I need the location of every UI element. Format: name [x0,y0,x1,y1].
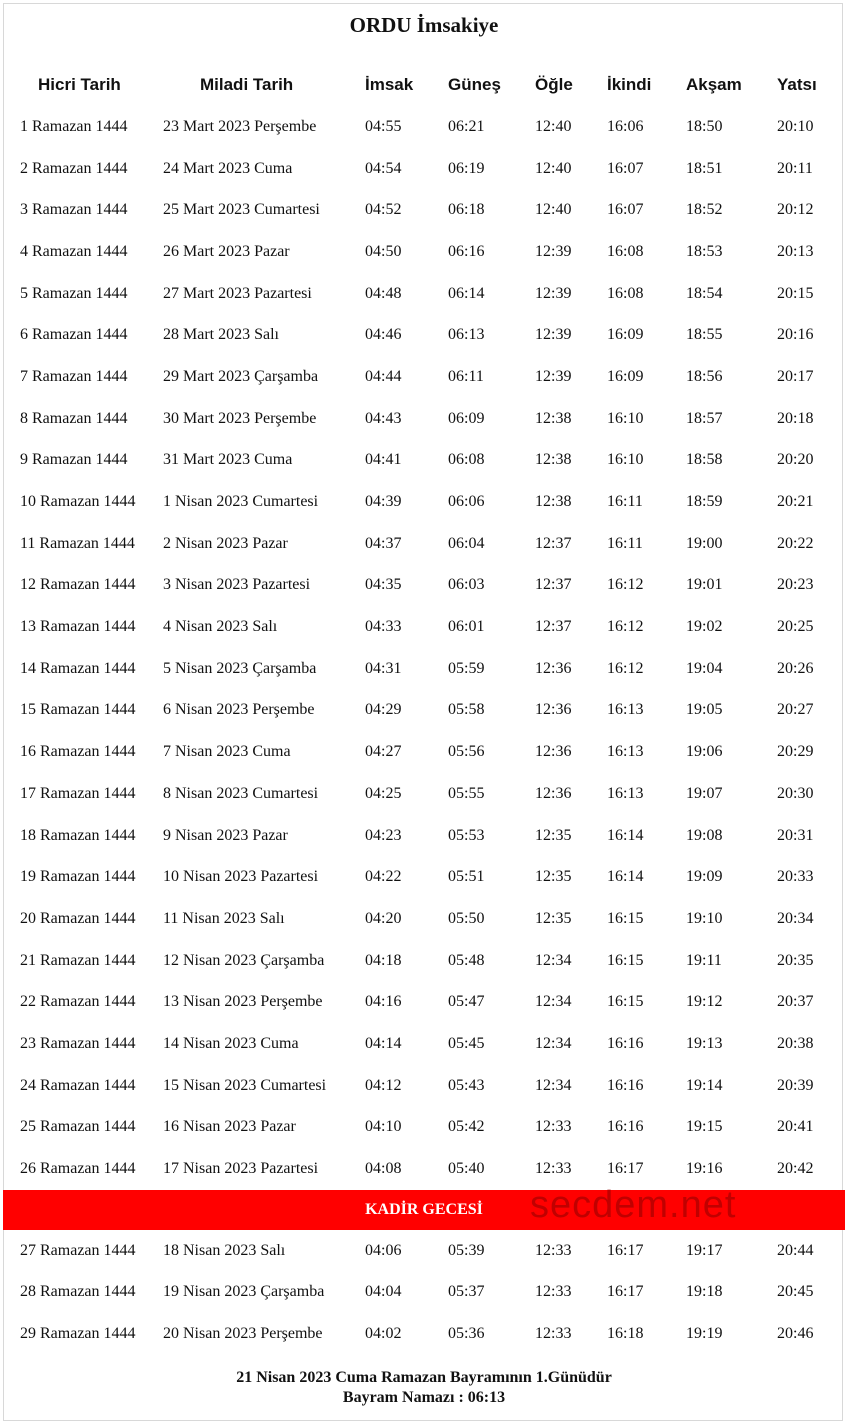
cell-ikindi: 16:13 [607,784,644,802]
cell-yatsi: 20:38 [777,1034,814,1052]
table-row [3,148,845,190]
cell-ogle: 12:34 [535,1034,572,1052]
cell-ogle: 12:34 [535,1076,572,1094]
table-row [3,648,845,690]
cell-ogle: 12:35 [535,868,572,886]
cell-miladi-tarih: 3 Nisan 2023 Pazartesi [163,576,311,594]
cell-hicri-tarih: 6 Ramazan 1444 [20,326,128,344]
cell-yatsi: 20:31 [777,826,814,844]
cell-imsak: 04:08 [365,1160,402,1178]
cell-imsak: 04:06 [365,1241,402,1259]
cell-ogle: 12:35 [535,909,572,927]
cell-ogle: 12:33 [535,1283,572,1301]
cell-ogle: 12:39 [535,242,572,260]
cell-miladi-tarih: 4 Nisan 2023 Salı [163,618,278,636]
cell-hicri-tarih: 12 Ramazan 1444 [20,576,136,594]
cell-gunes: 05:55 [448,784,485,802]
cell-ikindi: 16:16 [607,1076,644,1094]
cell-ikindi: 16:10 [607,409,644,427]
cell-yatsi: 20:17 [777,367,814,385]
cell-ogle: 12:38 [535,451,572,469]
header-hicri-tarih: Hicri Tarih [38,75,121,94]
cell-gunes: 06:21 [448,117,485,135]
cell-aksam: 18:55 [686,326,723,344]
table-row [3,690,845,732]
cell-ikindi: 16:17 [607,1160,644,1178]
cell-yatsi: 20:18 [777,409,814,427]
table-row [3,565,845,607]
cell-ikindi: 16:16 [607,1034,644,1052]
cell-miladi-tarih: 28 Mart 2023 Salı [163,326,279,344]
cell-gunes: 05:47 [448,993,485,1011]
cell-yatsi: 20:26 [777,659,814,677]
page-title: ORDU İmsakiye [349,13,499,37]
cell-imsak: 04:25 [365,784,402,802]
cell-yatsi: 20:13 [777,242,814,260]
cell-ogle: 12:34 [535,993,572,1011]
cell-gunes: 06:04 [448,534,485,552]
table-row [3,1065,845,1107]
table-row [3,1230,845,1272]
cell-yatsi: 20:42 [777,1160,814,1178]
cell-yatsi: 20:20 [777,451,814,469]
table-row [3,1313,845,1355]
cell-imsak: 04:54 [365,159,402,177]
cell-yatsi: 20:12 [777,201,814,219]
cell-ikindi: 16:11 [607,534,643,552]
cell-aksam: 19:02 [686,618,723,636]
cell-aksam: 19:07 [686,784,723,802]
cell-yatsi: 20:16 [777,326,814,344]
cell-hicri-tarih: 19 Ramazan 1444 [20,868,136,886]
cell-miladi-tarih: 31 Mart 2023 Cuma [163,451,293,469]
cell-gunes: 06:03 [448,576,485,594]
cell-yatsi: 20:30 [777,784,814,802]
cell-miladi-tarih: 13 Nisan 2023 Perşembe [163,993,323,1011]
footer-line-bayram: 21 Nisan 2023 Cuma Ramazan Bayramının 1.Günüdür [236,1369,612,1386]
cell-miladi-tarih: 9 Nisan 2023 Pazar [163,826,288,844]
cell-gunes: 06:08 [448,451,485,469]
cell-ogle: 12:33 [535,1241,572,1259]
cell-ikindi: 16:15 [607,993,644,1011]
cell-aksam: 19:12 [686,993,723,1011]
table-row [3,189,845,231]
cell-hicri-tarih: 24 Ramazan 1444 [20,1076,136,1094]
kadir-gecesi-banner: KADİR GECESİ [3,1190,845,1230]
cell-yatsi: 20:34 [777,909,814,927]
table-row [3,356,845,398]
cell-ogle: 12:36 [535,701,572,719]
cell-yatsi: 20:25 [777,618,814,636]
cell-hicri-tarih: 22 Ramazan 1444 [20,993,136,1011]
cell-yatsi: 20:45 [777,1283,814,1301]
cell-imsak: 04:52 [365,201,402,219]
cell-hicri-tarih: 13 Ramazan 1444 [20,618,136,636]
cell-imsak: 04:16 [365,993,402,1011]
cell-miladi-tarih: 1 Nisan 2023 Cumartesi [163,493,319,511]
header-gunes: Güneş [448,75,501,94]
table-row [3,440,845,482]
cell-ikindi: 16:15 [607,951,644,969]
cell-hicri-tarih: 14 Ramazan 1444 [20,659,136,677]
cell-hicri-tarih: 25 Ramazan 1444 [20,1118,136,1136]
cell-imsak: 04:20 [365,909,402,927]
cell-hicri-tarih: 23 Ramazan 1444 [20,1034,136,1052]
cell-gunes: 05:42 [448,1118,485,1136]
cell-ikindi: 16:12 [607,659,644,677]
cell-aksam: 18:50 [686,117,723,135]
cell-gunes: 05:37 [448,1283,485,1301]
cell-aksam: 18:57 [686,409,723,427]
cell-gunes: 05:53 [448,826,485,844]
cell-ikindi: 16:09 [607,367,644,385]
cell-ogle: 12:35 [535,826,572,844]
cell-imsak: 04:37 [365,534,402,552]
cell-ogle: 12:37 [535,534,572,552]
cell-ogle: 12:39 [535,367,572,385]
cell-gunes: 05:36 [448,1325,485,1343]
cell-miladi-tarih: 19 Nisan 2023 Çarşamba [163,1283,325,1301]
cell-imsak: 04:43 [365,409,402,427]
cell-imsak: 04:46 [365,326,402,344]
footer-note [0,1368,848,1408]
cell-gunes: 05:58 [448,701,485,719]
cell-aksam: 19:16 [686,1160,723,1178]
cell-ogle: 12:40 [535,201,572,219]
cell-ogle: 12:36 [535,659,572,677]
cell-ogle: 12:36 [535,743,572,761]
table-row [3,1023,845,1065]
cell-imsak: 04:50 [365,242,402,260]
cell-yatsi: 20:39 [777,1076,814,1094]
cell-gunes: 06:16 [448,242,485,260]
cell-ogle: 12:33 [535,1325,572,1343]
cell-aksam: 19:04 [686,659,723,677]
cell-yatsi: 20:11 [777,159,813,177]
table-row [3,481,845,523]
cell-yatsi: 20:46 [777,1325,814,1343]
cell-miladi-tarih: 27 Mart 2023 Pazartesi [163,284,312,302]
cell-gunes: 05:39 [448,1241,485,1259]
header-miladi-tarih: Miladi Tarih [200,75,294,94]
cell-aksam: 18:54 [686,284,723,302]
cell-hicri-tarih: 4 Ramazan 1444 [20,242,128,260]
cell-miladi-tarih: 30 Mart 2023 Perşembe [163,409,317,427]
cell-imsak: 04:39 [365,493,402,511]
cell-imsak: 04:31 [365,659,402,677]
cell-yatsi: 20:35 [777,951,814,969]
cell-ogle: 12:33 [535,1160,572,1178]
cell-ikindi: 16:13 [607,701,644,719]
cell-imsak: 04:29 [365,701,402,719]
cell-yatsi: 20:23 [777,576,814,594]
table-row [3,1272,845,1314]
cell-miladi-tarih: 11 Nisan 2023 Salı [163,909,285,927]
cell-aksam: 19:10 [686,909,723,927]
cell-aksam: 18:56 [686,367,723,385]
cell-yatsi: 20:44 [777,1241,814,1259]
cell-gunes: 05:45 [448,1034,485,1052]
cell-ogle: 12:36 [535,784,572,802]
imsakiye-table [3,64,845,1355]
table-row [3,856,845,898]
cell-miladi-tarih: 24 Mart 2023 Cuma [163,159,293,177]
cell-imsak: 04:02 [365,1325,402,1343]
cell-aksam: 19:13 [686,1034,723,1052]
cell-gunes: 06:18 [448,201,485,219]
cell-aksam: 19:05 [686,701,723,719]
cell-aksam: 19:00 [686,534,723,552]
cell-miladi-tarih: 20 Nisan 2023 Perşembe [163,1325,323,1343]
cell-hicri-tarih: 11 Ramazan 1444 [20,534,135,552]
cell-ikindi: 16:18 [607,1325,644,1343]
header-ogle: Öğle [535,75,573,94]
cell-hicri-tarih: 3 Ramazan 1444 [20,201,128,219]
cell-miladi-tarih: 18 Nisan 2023 Salı [163,1241,286,1259]
cell-yatsi: 20:15 [777,284,814,302]
cell-ikindi: 16:06 [607,117,644,135]
cell-ogle: 12:37 [535,576,572,594]
cell-hicri-tarih: 15 Ramazan 1444 [20,701,136,719]
table-row [3,773,845,815]
cell-miladi-tarih: 16 Nisan 2023 Pazar [163,1118,296,1136]
cell-miladi-tarih: 15 Nisan 2023 Cumartesi [163,1076,327,1094]
cell-miladi-tarih: 14 Nisan 2023 Cuma [163,1034,299,1052]
cell-ikindi: 16:13 [607,743,644,761]
cell-miladi-tarih: 8 Nisan 2023 Cumartesi [163,784,319,802]
cell-gunes: 06:09 [448,409,485,427]
watermark-text: secdem.net [530,1184,737,1226]
cell-ikindi: 16:17 [607,1241,644,1259]
cell-ikindi: 16:14 [607,826,644,844]
cell-gunes: 05:56 [448,743,485,761]
cell-miladi-tarih: 29 Mart 2023 Çarşamba [163,367,319,385]
cell-hicri-tarih: 17 Ramazan 1444 [20,784,136,802]
cell-ogle: 12:37 [535,618,572,636]
table-row [3,314,845,356]
header-aksam: Akşam [686,75,742,94]
cell-aksam: 19:01 [686,576,723,594]
table-row [3,523,845,565]
cell-hicri-tarih: 16 Ramazan 1444 [20,743,136,761]
cell-yatsi: 20:37 [777,993,814,1011]
table-row [3,940,845,982]
cell-yatsi: 20:22 [777,534,814,552]
cell-hicri-tarih: 8 Ramazan 1444 [20,409,128,427]
cell-imsak: 04:33 [365,618,402,636]
cell-miladi-tarih: 23 Mart 2023 Perşembe [163,117,317,135]
cell-ikindi: 16:16 [607,1118,644,1136]
cell-aksam: 19:18 [686,1283,723,1301]
cell-imsak: 04:35 [365,576,402,594]
cell-ikindi: 16:09 [607,326,644,344]
cell-ogle: 12:38 [535,409,572,427]
cell-hicri-tarih: 1 Ramazan 1444 [20,117,128,135]
cell-miladi-tarih: 7 Nisan 2023 Cuma [163,743,291,761]
cell-gunes: 05:50 [448,909,485,927]
table-row [3,273,845,315]
cell-miladi-tarih: 17 Nisan 2023 Pazartesi [163,1160,319,1178]
cell-hicri-tarih: 9 Ramazan 1444 [20,451,128,469]
cell-miladi-tarih: 25 Mart 2023 Cumartesi [163,201,320,219]
cell-aksam: 19:17 [686,1241,723,1259]
footer-line-namaz: Bayram Namazı : 06:13 [342,1389,506,1406]
cell-gunes: 06:06 [448,493,485,511]
cell-ikindi: 16:11 [607,493,643,511]
cell-imsak: 04:48 [365,284,402,302]
cell-gunes: 06:11 [448,367,484,385]
cell-hicri-tarih: 7 Ramazan 1444 [20,367,128,385]
cell-aksam: 18:51 [686,159,723,177]
cell-hicri-tarih: 20 Ramazan 1444 [20,909,136,927]
cell-aksam: 18:58 [686,451,723,469]
cell-ikindi: 16:08 [607,284,644,302]
cell-ikindi: 16:12 [607,618,644,636]
cell-hicri-tarih: 29 Ramazan 1444 [20,1325,136,1343]
cell-imsak: 04:55 [365,117,402,135]
cell-hicri-tarih: 18 Ramazan 1444 [20,826,136,844]
cell-imsak: 04:23 [365,826,402,844]
cell-ogle: 12:34 [535,951,572,969]
cell-hicri-tarih: 5 Ramazan 1444 [20,284,128,302]
cell-aksam: 19:08 [686,826,723,844]
cell-imsak: 04:12 [365,1076,402,1094]
table-row [3,606,845,648]
cell-ikindi: 16:10 [607,451,644,469]
cell-hicri-tarih: 2 Ramazan 1444 [20,159,128,177]
cell-ikindi: 16:17 [607,1283,644,1301]
cell-miladi-tarih: 12 Nisan 2023 Çarşamba [163,951,325,969]
cell-hicri-tarih: 27 Ramazan 1444 [20,1241,136,1259]
cell-yatsi: 20:41 [777,1118,814,1136]
cell-yatsi: 20:29 [777,743,814,761]
table-row [3,1107,845,1149]
cell-miladi-tarih: 2 Nisan 2023 Pazar [163,534,288,552]
cell-ogle: 12:40 [535,117,572,135]
cell-ikindi: 16:14 [607,868,644,886]
cell-gunes: 05:59 [448,659,485,677]
cell-ogle: 12:33 [535,1118,572,1136]
header-ikindi: İkindi [607,75,652,94]
cell-gunes: 06:01 [448,618,485,636]
cell-gunes: 06:19 [448,159,485,177]
cell-gunes: 05:48 [448,951,485,969]
cell-imsak: 04:22 [365,868,402,886]
cell-yatsi: 20:21 [777,493,814,511]
cell-aksam: 19:06 [686,743,723,761]
cell-imsak: 04:10 [365,1118,402,1136]
cell-miladi-tarih: 26 Mart 2023 Pazar [163,242,290,260]
header-row [3,64,845,106]
table-row [3,815,845,857]
cell-ikindi: 16:07 [607,159,644,177]
table-row [3,731,845,773]
cell-ogle: 12:39 [535,284,572,302]
table-row [3,898,845,940]
cell-aksam: 18:59 [686,493,723,511]
cell-aksam: 19:14 [686,1076,723,1094]
cell-miladi-tarih: 5 Nisan 2023 Çarşamba [163,659,317,677]
table-row [3,398,845,440]
cell-aksam: 19:19 [686,1325,723,1343]
cell-imsak: 04:41 [365,451,402,469]
cell-ikindi: 16:12 [607,576,644,594]
cell-imsak: 04:44 [365,367,402,385]
cell-miladi-tarih: 10 Nisan 2023 Pazartesi [163,868,319,886]
cell-aksam: 18:52 [686,201,723,219]
cell-hicri-tarih: 21 Ramazan 1444 [20,951,136,969]
cell-aksam: 19:11 [686,951,722,969]
header-imsak: İmsak [365,75,414,94]
cell-gunes: 05:40 [448,1160,485,1178]
cell-imsak: 04:04 [365,1283,402,1301]
cell-aksam: 19:09 [686,868,723,886]
cell-miladi-tarih: 6 Nisan 2023 Perşembe [163,701,315,719]
cell-aksam: 19:15 [686,1118,723,1136]
cell-hicri-tarih: 26 Ramazan 1444 [20,1160,136,1178]
cell-yatsi: 20:33 [777,868,814,886]
cell-ikindi: 16:07 [607,201,644,219]
cell-ogle: 12:39 [535,326,572,344]
cell-hicri-tarih: 28 Ramazan 1444 [20,1283,136,1301]
cell-ikindi: 16:15 [607,909,644,927]
cell-yatsi: 20:27 [777,701,814,719]
cell-gunes: 05:43 [448,1076,485,1094]
table-row [3,106,845,148]
header-yatsi: Yatsı [777,75,817,94]
table-row [3,231,845,273]
cell-ogle: 12:38 [535,493,572,511]
cell-gunes: 06:14 [448,284,485,302]
cell-ogle: 12:40 [535,159,572,177]
cell-imsak: 04:18 [365,951,402,969]
cell-hicri-tarih: 10 Ramazan 1444 [20,493,136,511]
table-row [3,981,845,1023]
cell-imsak: 04:27 [365,743,402,761]
cell-aksam: 18:53 [686,242,723,260]
cell-yatsi: 20:10 [777,117,814,135]
cell-imsak: 04:14 [365,1034,402,1052]
cell-gunes: 06:13 [448,326,485,344]
cell-ikindi: 16:08 [607,242,644,260]
cell-gunes: 05:51 [448,868,485,886]
